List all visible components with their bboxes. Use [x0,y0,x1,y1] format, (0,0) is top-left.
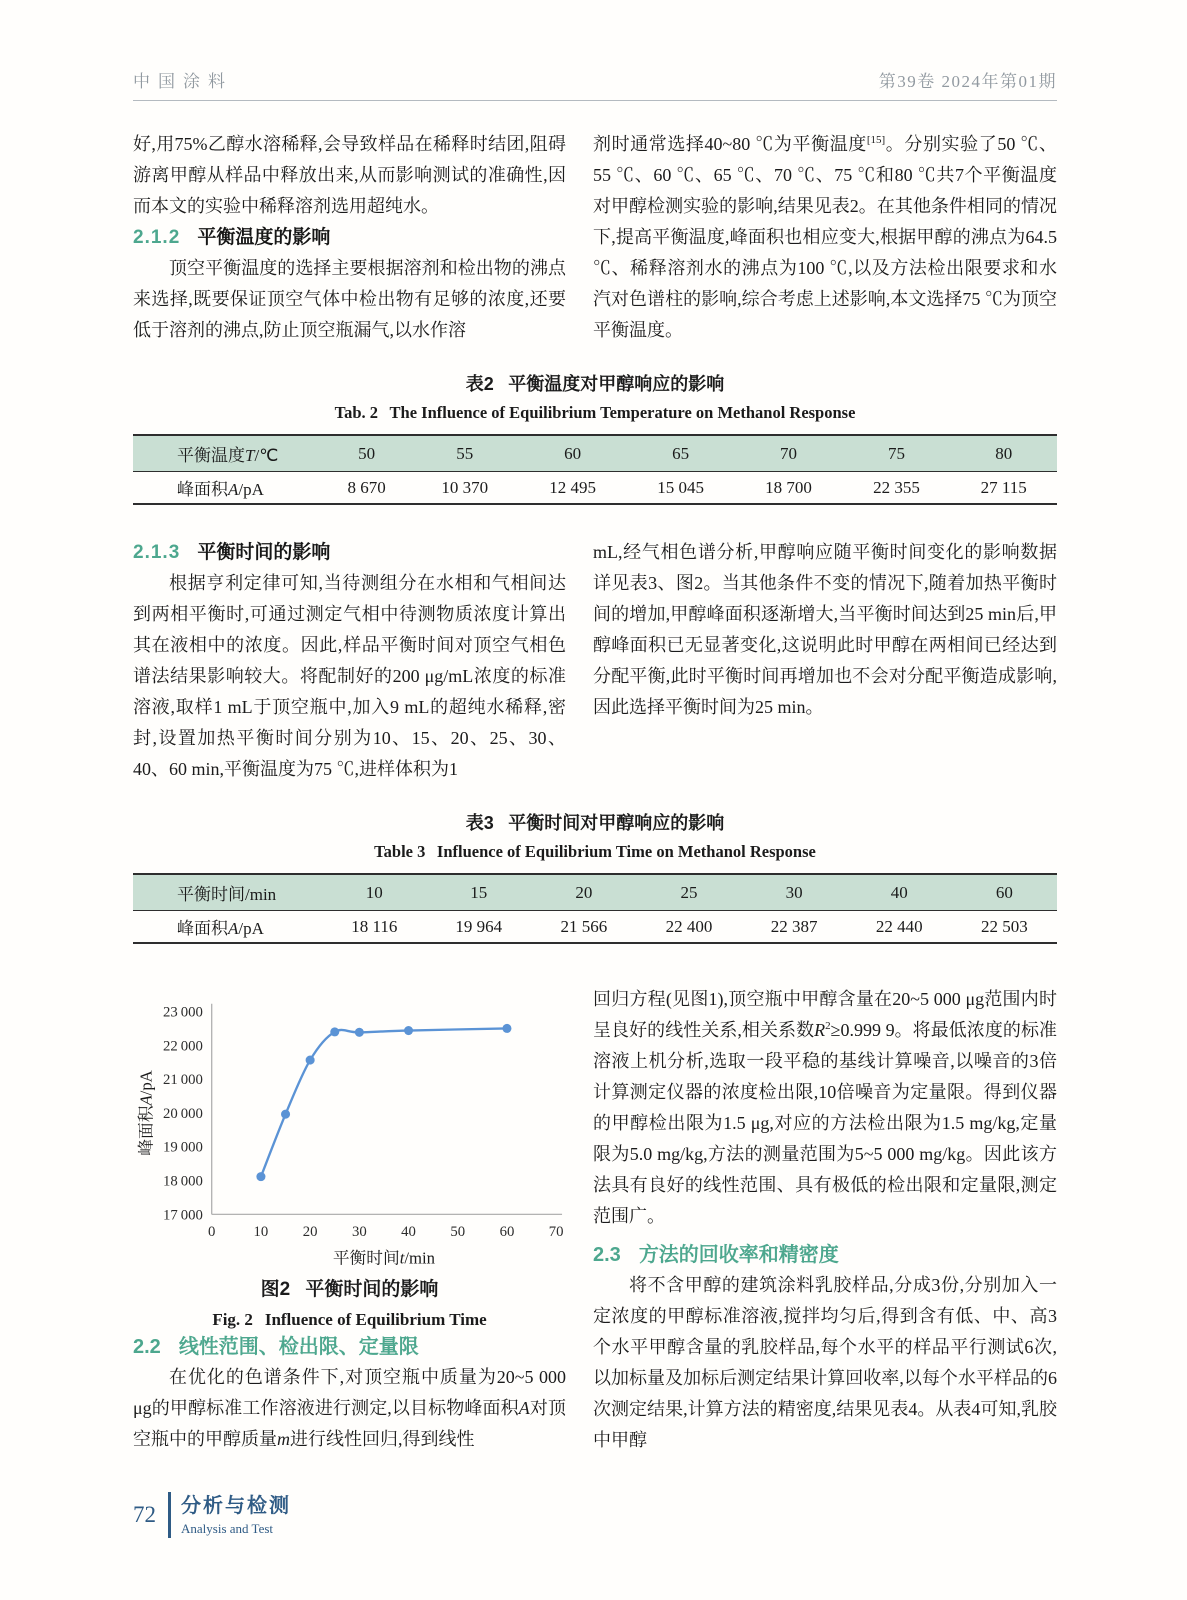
footer-divider [168,1492,171,1538]
table2-block [133,372,1057,505]
svg-text:22 000: 22 000 [163,1038,203,1055]
data-cell: 27 115 [980,477,1027,497]
table3 [133,873,1057,944]
table-row [133,472,1057,505]
svg-text:18 000: 18 000 [163,1173,203,1190]
left-column [133,537,566,785]
svg-text:19 000: 19 000 [163,1139,203,1156]
header-cell: 60 [952,874,1057,911]
table-label: 表2 [465,374,494,394]
row-label-cell: 峰面积A/pA [177,480,264,499]
svg-text:平衡时间t/min: 平衡时间t/min [332,1248,436,1268]
variable-m: m [277,1429,290,1450]
footer-section-en: Analysis and Test [181,1520,274,1536]
svg-text:20 000: 20 000 [163,1105,203,1122]
paragraph-equilibrium-time: 根据亨利定律可知,当待测组分在水相和气相间达到两相平衡时,可通过测定气相中待测物质浓度计算出其在液相中的浓度。因此,样品平衡时间对顶空气相色谱法结果影响较大。将配制好的200 μg/mL浓度的标准溶液,取样1 mL于顶空瓶中,加入9 mL的超纯水稀释,密封,设置加热平衡时间分别为10、15、20、25、30、40、60 min,平衡温度为75 ℃,进样体积为1 [133,573,566,779]
section-number: 2.1.2 [133,227,181,248]
header-cell: 65 [627,435,735,472]
svg-text:70: 70 [548,1223,564,1240]
figure-label: Fig. 2 [212,1310,253,1330]
data-cell: 19 964 [455,916,503,936]
header-cell: 30 [742,874,847,911]
data-cell: 8 670 [347,477,386,497]
page-footer [133,1492,291,1538]
header-cell: 50 [322,435,410,472]
section-heading-2-1-3 [133,537,566,568]
figure-title: 平衡时间的影响 [305,1279,439,1301]
figure2-caption-cn [133,1277,566,1303]
figure2-caption-en [133,1308,566,1332]
data-cell: 22 400 [665,916,713,936]
header-cell: 75 [842,435,950,472]
header-cell: 80 [950,435,1057,472]
right-column [593,129,1057,346]
text-run: ≥0.999 9。将最低浓度的标准溶液上机分析,选取一段平稳的基线计算噪音,以噪音的3倍计算测定仪器的浓度检出限,10倍噪音为定量限。得到仪器的甲醇检出限为1.5 μg,对应的方法检出限为1.5 mg/kg,定量限为5.0 mg/kg,方法的测量范围为5~5 000 mg/kg。因此该方法具有良好的线性范围、具有极低的检出限和定量限,测定范围广。 [593,1020,1058,1226]
text-run: 对顶空瓶中的甲醇质量 [133,1398,567,1450]
header-cell: 70 [735,435,843,472]
paragraph-dilution: 好,用75%乙醇水溶稀释,会导致样品在稀释时结团,阻碍游离甲醇从样品中释放出来,从而影响测试的准确性,因而本文的实验中稀释溶剂选用超纯水。 [133,134,566,216]
header-label-cell: 平衡温度T/℃ [133,435,322,472]
svg-text:40: 40 [401,1223,416,1240]
section-heading-2-3 [593,1240,1057,1270]
section-title: 平衡时间的影响 [197,542,331,563]
svg-text:10: 10 [253,1223,269,1240]
paragraph-linearity [133,1362,566,1455]
page-header [133,70,1057,94]
paragraph-recovery: 将不含甲醇的建筑涂料乳胶样品,分成3份,分别加入一定浓度的甲醇标准溶液,搅拌均匀后,得到含有低、中、高3个水平甲醇含量的乳胶样品,每个水平的样品平行测试6次,以加标量及加标后测定结果计算回收率,以每个水平样品的6次测定结果,计算方法的精密度,结果见表4。从表4可知,乳胶中甲醇 [593,1275,1057,1450]
text-run: 进行线性回归,得到线性 [290,1429,475,1450]
data-cell: 18 116 [351,916,398,936]
left-column [133,129,566,346]
section-number: 2.2 [133,1336,161,1359]
data-cell: 22 503 [981,916,1028,936]
footer-section-cn: 分析与检测 [181,1494,291,1517]
svg-text:21 000: 21 000 [163,1072,203,1089]
row-label-cell: 峰面积A/pA [177,919,264,938]
svg-text:30: 30 [351,1223,367,1240]
text-run: 在优化的色谱条件下,对顶空瓶中质量为20~5 000 μg的甲醇标准工作溶液进行测定,以目标物峰面积 [133,1367,566,1419]
variable-R: R [814,1020,826,1040]
header-cell: 25 [636,874,741,911]
paragraph-temp-experiment [593,129,1057,346]
page-number: 72 [133,1502,156,1527]
right-column [593,537,1057,785]
section-title: 线性范围、检出限、定量限 [178,1336,419,1359]
table-header-row [133,435,1057,472]
paragraph-equilibrium-temp: 顶空平衡温度的选择主要根据溶剂和检出物的沸点来选择,既要保证顶空气体中检出物有足够的浓度,还要低于溶剂的沸点,防止顶空瓶漏气,以水作溶 [133,258,566,340]
section-heading-2-2 [133,1332,566,1362]
text-run: 剂时通常选择40~80 ℃为平衡温度 [593,134,867,154]
header-cell: 10 [322,874,426,911]
header-cell: 15 [426,874,531,911]
section-number: 2.1.3 [133,542,181,563]
figure2-chart [133,988,566,1275]
header-label-cell: 平衡时间/min [133,874,322,911]
table2-caption-en [133,402,1057,424]
right-column [593,984,1057,1456]
table-title: Influence of Equilibrium Time on Methanol Response [436,842,816,861]
table-title: 平衡温度对甲醇响应的影响 [508,374,725,394]
svg-text:23 000: 23 000 [163,1004,203,1021]
header-cell: 40 [847,874,952,911]
svg-text:0: 0 [208,1223,216,1240]
data-cell: 21 566 [560,916,608,936]
svg-text:60: 60 [499,1223,515,1240]
svg-text:20: 20 [302,1223,318,1240]
citation-ref-15: [15] [866,134,886,146]
table-title: The Influence of Equilibrium Temperature on Methanol Response [389,403,856,422]
text-row-3 [133,984,1057,1456]
figure-label: 图2 [260,1279,291,1301]
section-title: 平衡温度的影响 [197,227,331,248]
svg-text:17 000: 17 000 [163,1207,203,1224]
table3-caption-en [133,841,1057,863]
header-rule [133,100,1057,101]
table-label: Tab. 2 [334,403,378,422]
header-cell: 20 [531,874,636,911]
text-run: 回归方程(见图1),顶空瓶中甲醇含量在20~5 000 μg范围内时呈良好的线性关系,相关系数 [593,989,1057,1040]
paragraph-regression [593,984,1057,1232]
issue-info: 第39卷 2024年第01期 [878,72,1057,91]
table3-block [133,811,1057,944]
section-title: 方法的回收率和精密度 [638,1244,839,1266]
table2-caption-cn [133,372,1057,396]
data-cell: 22 387 [770,916,818,936]
section-heading-2-1-2 [133,222,566,253]
data-cell: 18 700 [765,477,812,497]
data-cell: 22 440 [875,916,923,936]
journal-name: 中国涂料 [133,72,233,91]
table-header-row [133,874,1057,911]
table-label: 表3 [465,813,494,833]
header-cell: 60 [519,435,627,472]
table3-caption-cn [133,811,1057,835]
table-label: Table 3 [374,842,426,861]
text-row-1 [133,129,1057,346]
svg-text:50: 50 [450,1223,466,1240]
text-row-2 [133,537,1057,785]
paragraph-time-analysis: mL,经气相色谱分析,甲醇响应随平衡时间变化的影响数据详见表3、图2。当其他条件不变的情况下,随着加热平衡时间的增加,甲醇峰面积逐渐增大,当平衡时间达到25 min后,甲醇峰面积已无显著变化,这说明此时甲醇在两相间已经达到分配平衡,此时平衡时间再增加也不会对分配平衡造成影响,因此选择平衡时间为25 min。 [593,542,1057,717]
figure-title: Influence of Equilibrium Time [264,1310,487,1330]
data-cell: 10 370 [441,477,489,497]
table2 [133,434,1057,505]
superscript-2: 2 [825,1020,831,1032]
data-cell: 12 495 [549,477,596,497]
left-column [133,984,566,1456]
variable-A: A [518,1398,530,1419]
text-run: 。分别实验了50 ℃、55 ℃、60 ℃、65 ℃、70 ℃、75 ℃和80 ℃共7个平衡温度对甲醇检测实验的影响,结果见表2。在其他条件相同的情况下,提高平衡温度,峰面积也相应变大,根据甲醇的沸点为64.5 ℃、稀释溶剂水的沸点为100 ℃,以及方法检出限要求和水汽对色谱柱的影响,综合考虑上述影响,本文选择75 ℃为顶空平衡温度。 [593,134,1057,340]
section-number: 2.3 [593,1244,621,1266]
table-row [133,911,1057,944]
data-cell: 15 045 [657,477,704,497]
data-cell: 22 355 [873,477,920,497]
svg-text:峰面积A/pA: 峰面积A/pA [136,1070,156,1156]
line-chart [133,988,566,1275]
footer-section [181,1494,291,1537]
header-cell: 55 [411,435,519,472]
table-title: 平衡时间对甲醇响应的影响 [508,813,725,833]
